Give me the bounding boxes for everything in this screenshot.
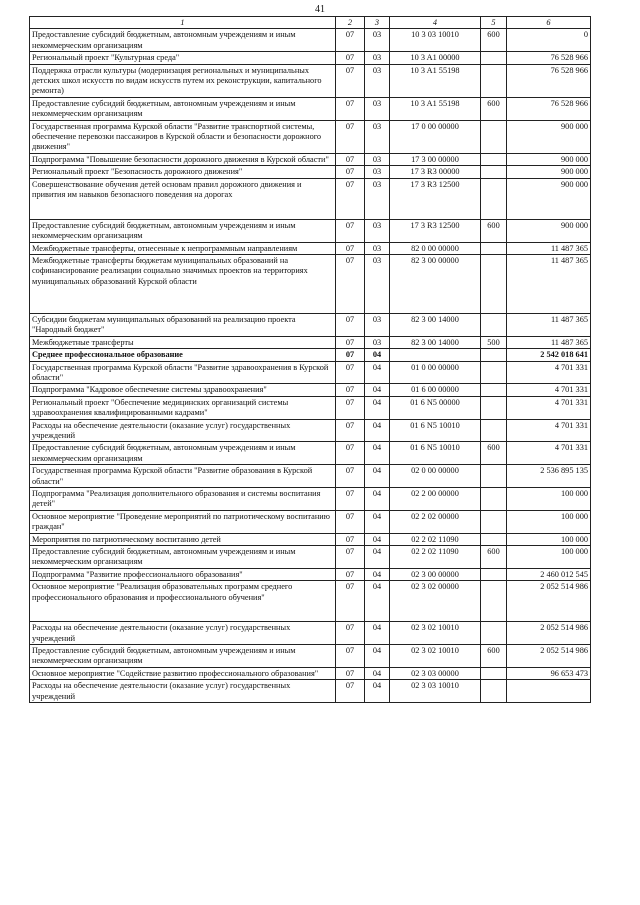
cell-expense-type: [481, 419, 507, 442]
cell-target-article: 17 3 R3 12500: [390, 178, 481, 219]
cell-expense-type: [481, 52, 507, 64]
cell-subsection: 03: [365, 29, 390, 52]
cell-subsection: 03: [365, 52, 390, 64]
cell-expense-type: [481, 361, 507, 384]
cell-amount: 2 052 514 986: [507, 581, 591, 622]
cell-target-article: 02 3 00 00000: [390, 568, 481, 580]
cell-target-article: 82 0 00 00000: [390, 242, 481, 254]
cell-name: Предоставление субсидий бюджетным, автономным учреждениям и иным некоммерческим организациям: [30, 97, 336, 120]
cell-section: 07: [336, 97, 365, 120]
cell-section: 07: [336, 349, 365, 361]
cell-subsection: 03: [365, 219, 390, 242]
cell-amount: 76 528 966: [507, 64, 591, 97]
cell-expense-type: [481, 533, 507, 545]
cell-name: Региональный проект "Безопасность дорожного движения": [30, 166, 336, 178]
cell-target-article: 82 3 00 14000: [390, 313, 481, 336]
cell-amount: 76 528 966: [507, 97, 591, 120]
cell-name: Предоставление субсидий бюджетным, автономным учреждениям и иным некоммерческим организациям: [30, 645, 336, 668]
cell-section: 07: [336, 581, 365, 622]
cell-section: 07: [336, 29, 365, 52]
cell-expense-type: [481, 568, 507, 580]
cell-target-article: 10 3 A1 55198: [390, 64, 481, 97]
table-row: [30, 254, 591, 313]
cell-section: 07: [336, 361, 365, 384]
cell-subsection: 03: [365, 313, 390, 336]
cell-amount: 4 701 331: [507, 361, 591, 384]
table-row: [30, 361, 591, 384]
cell-name: Региональный проект "Обеспечение медицинских организаций системы здравоохранения квалифицированными кадрами": [30, 396, 336, 419]
cell-amount: 11 487 365: [507, 336, 591, 348]
cell-name: Государственная программа Курской области "Развитие образования в Курской области": [30, 465, 336, 488]
cell-section: 07: [336, 384, 365, 396]
cell-target-article: 17 3 R3 00000: [390, 166, 481, 178]
header-cell-pr: 3: [365, 17, 390, 29]
table-row: [30, 178, 591, 219]
cell-amount: 100 000: [507, 546, 591, 569]
cell-subsection: 04: [365, 419, 390, 442]
cell-section: 07: [336, 336, 365, 348]
cell-target-article: 17 3 00 00000: [390, 153, 481, 165]
cell-name: Подпрограмма "Кадровое обеспечение системы здравоохранения": [30, 384, 336, 396]
cell-section: 07: [336, 120, 365, 153]
cell-section: 07: [336, 254, 365, 313]
cell-expense-type: [481, 242, 507, 254]
header-cell-rz: 2: [336, 17, 365, 29]
cell-target-article: 01 6 N5 10010: [390, 419, 481, 442]
cell-name: Государственная программа Курской области "Развитие транспортной системы, обеспечение перевозки пассажиров в Курской области и безопасности дорожного движения": [30, 120, 336, 153]
cell-subsection: 03: [365, 336, 390, 348]
cell-target-article: 02 2 00 00000: [390, 488, 481, 511]
cell-expense-type: [481, 488, 507, 511]
cell-target-article: 02 3 02 10010: [390, 622, 481, 645]
table-row: [30, 97, 591, 120]
cell-amount: 4 701 331: [507, 384, 591, 396]
cell-subsection: 04: [365, 488, 390, 511]
cell-target-article: 17 3 R3 12500: [390, 219, 481, 242]
cell-amount: 11 487 365: [507, 313, 591, 336]
header-row: [30, 17, 591, 29]
cell-target-article: 02 2 02 00000: [390, 510, 481, 533]
cell-amount: 2 542 018 641: [507, 349, 591, 361]
cell-amount: 100 000: [507, 488, 591, 511]
cell-subsection: 03: [365, 120, 390, 153]
cell-subsection: 04: [365, 510, 390, 533]
cell-target-article: 02 0 00 00000: [390, 465, 481, 488]
cell-target-article: 82 3 00 00000: [390, 254, 481, 313]
cell-target-article: 82 3 00 14000: [390, 336, 481, 348]
cell-name: Подпрограмма "Повышение безопасности дорожного движения в Курской области": [30, 153, 336, 165]
cell-amount: [507, 680, 591, 703]
cell-name: Межбюджетные трансферты: [30, 336, 336, 348]
table-row: [30, 313, 591, 336]
cell-subsection: 03: [365, 178, 390, 219]
cell-section: 07: [336, 419, 365, 442]
cell-subsection: 04: [365, 533, 390, 545]
cell-section: 07: [336, 510, 365, 533]
cell-name: Среднее профессиональное образование: [30, 349, 336, 361]
cell-section: 07: [336, 442, 365, 465]
cell-expense-type: [481, 153, 507, 165]
cell-section: 07: [336, 622, 365, 645]
cell-subsection: 04: [365, 546, 390, 569]
cell-target-article: 01 6 N5 10010: [390, 442, 481, 465]
page-number: 41: [315, 4, 325, 15]
cell-subsection: 03: [365, 64, 390, 97]
cell-expense-type: 600: [481, 219, 507, 242]
cell-name: Основное мероприятие "Проведение мероприятий по патриотическому воспитанию граждан": [30, 510, 336, 533]
cell-name: Основное мероприятие "Содействие развитию профессионального образования": [30, 667, 336, 679]
cell-expense-type: [481, 465, 507, 488]
cell-amount: 2 052 514 986: [507, 622, 591, 645]
cell-amount: 0: [507, 29, 591, 52]
cell-name: Основное мероприятие "Реализация образовательных программ среднего профессионального образования и профессионального обучения": [30, 581, 336, 622]
cell-amount: 4 701 331: [507, 419, 591, 442]
budget-table: [29, 16, 591, 703]
table-row: [30, 64, 591, 97]
cell-target-article: 10 3 03 10010: [390, 29, 481, 52]
header-cell-name: 1: [30, 17, 336, 29]
cell-amount: 11 487 365: [507, 254, 591, 313]
cell-expense-type: [481, 667, 507, 679]
cell-target-article: 10 3 A1 55198: [390, 97, 481, 120]
cell-target-article: 17 0 00 00000: [390, 120, 481, 153]
cell-name: Поддержка отрасли культуры (модернизация региональных и муниципальных детских школ искусств по видам искусств путем их реконструкции, капитального ремонта): [30, 64, 336, 97]
cell-subsection: 04: [365, 384, 390, 396]
cell-subsection: 04: [365, 645, 390, 668]
cell-section: 07: [336, 64, 365, 97]
cell-expense-type: 600: [481, 29, 507, 52]
table-row: [30, 645, 591, 668]
header-cell-vr: 5: [481, 17, 507, 29]
cell-expense-type: 600: [481, 97, 507, 120]
table-row: [30, 336, 591, 348]
cell-expense-type: [481, 120, 507, 153]
cell-subsection: 04: [365, 622, 390, 645]
table-row: [30, 120, 591, 153]
cell-amount: 76 528 966: [507, 52, 591, 64]
table-row: [30, 568, 591, 580]
cell-expense-type: 600: [481, 645, 507, 668]
cell-subsection: 04: [365, 465, 390, 488]
cell-expense-type: [481, 622, 507, 645]
cell-amount: 4 701 331: [507, 396, 591, 419]
table-row: [30, 219, 591, 242]
cell-name: Межбюджетные трансферты бюджетам муниципальных образований на софинансирование реализации социально значимых проектов на территориях муниципальных образований Курской области: [30, 254, 336, 313]
header-cell-csr: 4: [390, 17, 481, 29]
cell-section: 07: [336, 153, 365, 165]
cell-section: 07: [336, 680, 365, 703]
cell-amount: 100 000: [507, 533, 591, 545]
cell-expense-type: [481, 581, 507, 622]
cell-expense-type: [481, 510, 507, 533]
table-row: [30, 419, 591, 442]
cell-expense-type: 600: [481, 442, 507, 465]
cell-target-article: 02 2 02 11090: [390, 533, 481, 545]
table-row: [30, 533, 591, 545]
cell-subsection: 04: [365, 349, 390, 361]
cell-section: 07: [336, 313, 365, 336]
cell-section: 07: [336, 219, 365, 242]
table-row: [30, 166, 591, 178]
cell-section: 07: [336, 242, 365, 254]
cell-amount: 900 000: [507, 153, 591, 165]
cell-expense-type: [481, 680, 507, 703]
table-row: [30, 680, 591, 703]
cell-section: 07: [336, 533, 365, 545]
cell-name: Расходы на обеспечение деятельности (оказание услуг) государственных учреждений: [30, 680, 336, 703]
cell-subsection: 04: [365, 361, 390, 384]
cell-subsection: 04: [365, 667, 390, 679]
cell-name: Совершенствование обучения детей основам правил дорожного движения и привития им навыков безопасного поведения на дорогах: [30, 178, 336, 219]
table-row: [30, 242, 591, 254]
cell-name: Предоставление субсидий бюджетным, автономным учреждениям и иным некоммерческим организациям: [30, 546, 336, 569]
cell-name: Предоставление субсидий бюджетным, автономным учреждениям и иным некоммерческим организациям: [30, 29, 336, 52]
table-row: [30, 622, 591, 645]
table-row: [30, 546, 591, 569]
cell-target-article: 01 6 00 00000: [390, 384, 481, 396]
cell-target-article: 02 3 03 00000: [390, 667, 481, 679]
cell-subsection: 03: [365, 166, 390, 178]
cell-target-article: 10 3 A1 00000: [390, 52, 481, 64]
table-row: [30, 510, 591, 533]
cell-target-article: [390, 349, 481, 361]
cell-section: 07: [336, 465, 365, 488]
cell-subsection: 03: [365, 153, 390, 165]
cell-expense-type: [481, 254, 507, 313]
table-row: [30, 396, 591, 419]
cell-name: Субсидии бюджетам муниципальных образований на реализацию проекта "Народный бюджет": [30, 313, 336, 336]
cell-section: 07: [336, 645, 365, 668]
cell-section: 07: [336, 568, 365, 580]
cell-subsection: 04: [365, 442, 390, 465]
cell-name: Подпрограмма "Развитие профессионального образования": [30, 568, 336, 580]
table-row: [30, 488, 591, 511]
cell-amount: 4 701 331: [507, 442, 591, 465]
cell-section: 07: [336, 667, 365, 679]
cell-target-article: 02 3 03 10010: [390, 680, 481, 703]
cell-name: Подпрограмма "Реализация дополнительного образования и системы воспитания детей": [30, 488, 336, 511]
cell-target-article: 02 2 02 11090: [390, 546, 481, 569]
cell-name: Расходы на обеспечение деятельности (оказание услуг) государственных учреждений: [30, 622, 336, 645]
cell-expense-type: [481, 64, 507, 97]
cell-subsection: 03: [365, 254, 390, 313]
cell-amount: 900 000: [507, 178, 591, 219]
cell-amount: 900 000: [507, 166, 591, 178]
cell-amount: 900 000: [507, 219, 591, 242]
cell-subsection: 04: [365, 568, 390, 580]
table-row: [30, 52, 591, 64]
table-row: [30, 153, 591, 165]
cell-section: 07: [336, 488, 365, 511]
cell-subsection: 04: [365, 396, 390, 419]
cell-section: 07: [336, 178, 365, 219]
cell-subsection: 04: [365, 581, 390, 622]
cell-name: Межбюджетные трансферты, отнесенные к непрограммным направлениям: [30, 242, 336, 254]
cell-name: Государственная программа Курской области "Развитие здравоохранения в Курской области": [30, 361, 336, 384]
cell-expense-type: [481, 384, 507, 396]
cell-name: Расходы на обеспечение деятельности (оказание услуг) государственных учреждений: [30, 419, 336, 442]
cell-expense-type: 600: [481, 546, 507, 569]
cell-target-article: 02 3 02 10010: [390, 645, 481, 668]
cell-amount: 2 536 895 135: [507, 465, 591, 488]
cell-expense-type: 500: [481, 336, 507, 348]
cell-section: 07: [336, 396, 365, 419]
cell-section: 07: [336, 166, 365, 178]
cell-section: 07: [336, 52, 365, 64]
cell-amount: 96 653 473: [507, 667, 591, 679]
cell-amount: 11 487 365: [507, 242, 591, 254]
cell-expense-type: [481, 313, 507, 336]
table-row: [30, 384, 591, 396]
cell-amount: 900 000: [507, 120, 591, 153]
table-row: [30, 465, 591, 488]
cell-section: 07: [336, 546, 365, 569]
cell-expense-type: [481, 396, 507, 419]
cell-subsection: 03: [365, 242, 390, 254]
cell-target-article: 02 3 02 00000: [390, 581, 481, 622]
table-row: [30, 581, 591, 622]
cell-amount: 2 460 012 545: [507, 568, 591, 580]
cell-expense-type: [481, 166, 507, 178]
cell-expense-type: [481, 178, 507, 219]
table-row: [30, 349, 591, 361]
table-row: [30, 667, 591, 679]
cell-subsection: 03: [365, 97, 390, 120]
cell-name: Мероприятия по патриотическому воспитанию детей: [30, 533, 336, 545]
cell-name: Предоставление субсидий бюджетным, автономным учреждениям и иным некоммерческим организациям: [30, 442, 336, 465]
header-cell-sum: 6: [507, 17, 591, 29]
cell-amount: 100 000: [507, 510, 591, 533]
cell-name: Предоставление субсидий бюджетным, автономным учреждениям и иным некоммерческим организациям: [30, 219, 336, 242]
cell-amount: 2 052 514 986: [507, 645, 591, 668]
cell-subsection: 04: [365, 680, 390, 703]
cell-target-article: 01 0 00 00000: [390, 361, 481, 384]
table-row: [30, 442, 591, 465]
table-row: [30, 29, 591, 52]
cell-name: Региональный проект "Культурная среда": [30, 52, 336, 64]
cell-target-article: 01 6 N5 00000: [390, 396, 481, 419]
cell-expense-type: [481, 349, 507, 361]
